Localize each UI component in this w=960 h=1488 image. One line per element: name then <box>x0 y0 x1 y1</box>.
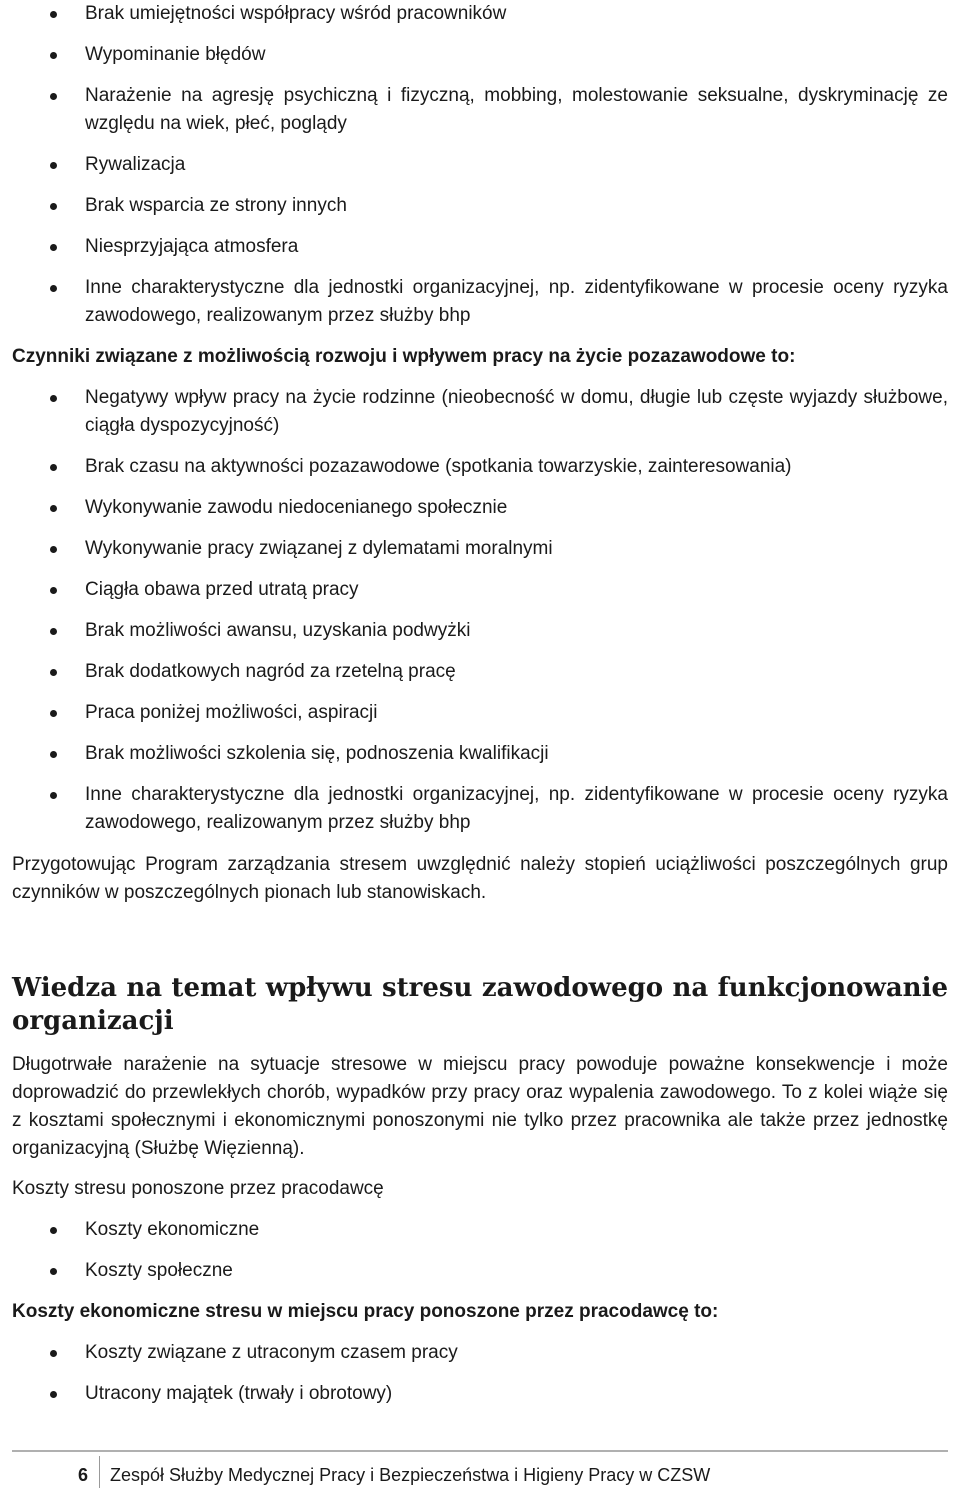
paragraph-consequences: Długotrwałe narażenie na sytuacje stresowe w miejscu pracy powoduje poważne konsekwencje i może doprowadzić do przewlekłych chorób, wypadków przy pracy oraz wypalenia zawodowego. To z kolei wiąże się z kosztami społecznymi i ekonomicznymi ponoszonymi nie tylko przez pracownika ale także przez jednostkę organizacyjną (Służbę Więzienną). <box>12 1054 948 1159</box>
list-item: Koszty związane z utraconym czasem pracy <box>0 1339 960 1367</box>
paragraph-program: Przygotowując Program zarządzania stresem uwzględnić należy stopień uciążliwości poszczególnych grup czynników w poszczególnych pionach lub stanowiskach. <box>12 854 948 903</box>
footer-text: Zespół Służby Medycznej Pracy i Bezpieczeństwa i Higieny Pracy w CZSW <box>110 1465 711 1485</box>
footer-separator <box>99 1456 100 1488</box>
list-item: Wykonywanie zawodu niedocenianego społecznie <box>0 494 960 522</box>
list-item: Niesprzyjająca atmosfera <box>0 233 960 261</box>
list-item: Ciągła obawa przed utratą pracy <box>0 576 960 604</box>
list-item: Koszty społeczne <box>0 1257 960 1285</box>
list-item: Brak czasu na aktywności pozazawodowe (spotkania towarzyskie, zainteresowania) <box>0 453 960 481</box>
list-item: Narażenie na agresję psychiczną i fizyczną, mobbing, molestowanie seksualne, dyskryminację ze względu na wiek, płeć, poglądy <box>0 82 960 138</box>
bullet-list-interpersonal <box>0 0 960 330</box>
list-item: Wypominanie błędów <box>0 41 960 69</box>
list-item: Inne charakterystyczne dla jednostki organizacyjnej, np. zidentyfikowane w procesie oceny ryzyka zawodowego, realizowanym przez służby bhp <box>0 781 960 837</box>
bullet-list-economic-costs <box>0 1339 960 1408</box>
list-item: Utracony majątek (trwały i obrotowy) <box>0 1380 960 1408</box>
page-number: 6 <box>78 1465 89 1485</box>
costs-intro: Koszty stresu ponoszone przez pracodawcę <box>12 1178 384 1199</box>
list-item: Brak możliwości szkolenia się, podnoszenia kwalifikacji <box>0 740 960 768</box>
list-item: Rywalizacja <box>0 151 960 179</box>
section-heading: Wiedza na temat wpływu stresu zawodowego na funkcjonowanie organizacji <box>12 973 948 1036</box>
list-item: Wykonywanie pracy związanej z dylematami moralnymi <box>0 535 960 563</box>
bullet-list-costs <box>0 1216 960 1285</box>
list-item: Negatywy wpływ pracy na życie rodzinne (nieobecność w domu, długie lub częste wyjazdy służbowe, ciągła dyspozycyjność) <box>0 384 960 440</box>
list-item: Brak umiejętności współpracy wśród pracowników <box>0 0 960 28</box>
section-label-development: Czynniki związane z możliwością rozwoju i wpływem pracy na życie pozazawodowe to: <box>12 346 796 367</box>
list-item: Inne charakterystyczne dla jednostki organizacyjnej, np. zidentyfikowane w procesie oceny ryzyka zawodowego, realizowanym przez służby bhp <box>0 274 960 330</box>
list-item: Brak możliwości awansu, uzyskania podwyżki <box>0 617 960 645</box>
bullet-list-development <box>0 384 960 837</box>
list-item: Praca poniżej możliwości, aspiracji <box>0 699 960 727</box>
list-item: Koszty ekonomiczne <box>0 1216 960 1244</box>
list-item: Brak dodatkowych nagród za rzetelną pracę <box>0 658 960 686</box>
list-item: Brak wsparcia ze strony innych <box>0 192 960 220</box>
section-label-economic-costs: Koszty ekonomiczne stresu w miejscu pracy ponoszone przez pracodawcę to: <box>12 1301 719 1322</box>
footer-rule <box>12 1450 948 1452</box>
